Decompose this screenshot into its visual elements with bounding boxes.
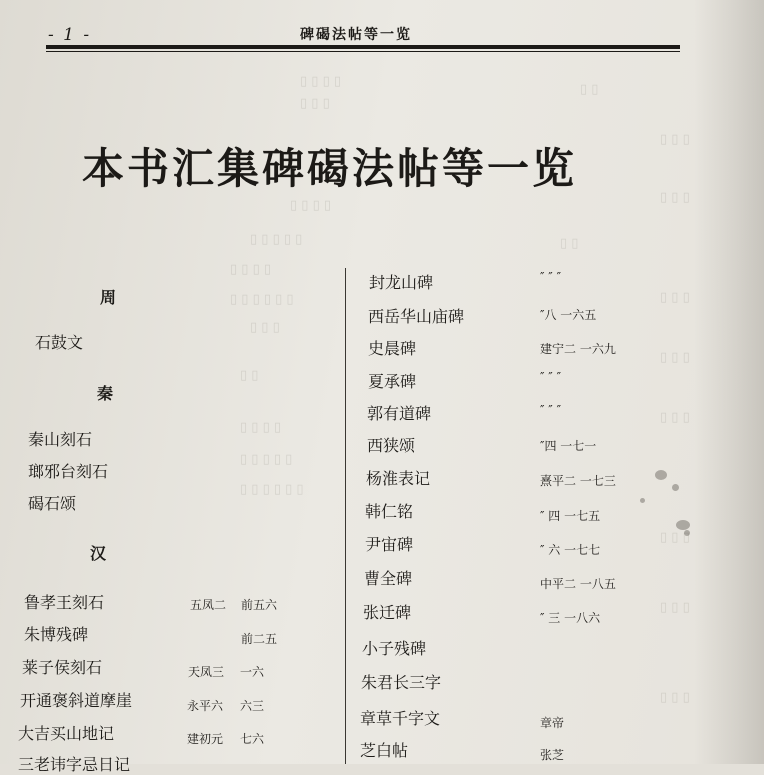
list-item-date: ″ ″ ″ (540, 403, 562, 417)
bleed-through: ▯ ▯ ▯ ▯ ▯ ▯ (240, 482, 304, 497)
list-item-date-year: 前五六 (241, 598, 278, 612)
list-item-date-year: 前二五 (241, 632, 278, 646)
bleed-through: ▯ ▯ ▯ (660, 690, 690, 705)
list-item-name: 大吉买山地记 (18, 724, 115, 743)
list-item-date: ″四 一七一 (540, 439, 597, 453)
bleed-through: ▯ ▯ ▯ (300, 96, 330, 111)
list-item-name: 朱博残碑 (24, 625, 89, 644)
list-item-name: 石鼓文 (35, 333, 84, 352)
list-item-name: 西岳华山庙碑 (368, 307, 465, 326)
list-item-date: 建宁二 一六九 (540, 342, 616, 356)
bleed-through: ▯ ▯ ▯ ▯ ▯ (250, 232, 303, 247)
list-item-name: 曹全碑 (364, 569, 413, 588)
ink-stain (684, 530, 690, 536)
bleed-through: ▯ ▯ ▯ (660, 530, 690, 545)
list-item-name: 三老讳字忌日记 (18, 755, 131, 774)
list-item-name: 郭有道碑 (367, 404, 432, 423)
list-item-name: 史晨碑 (368, 339, 417, 358)
list-item-date: 章帝 (540, 716, 565, 730)
list-item-date-year: 六三 (240, 699, 265, 713)
list-item-name: 西狭颂 (367, 436, 416, 455)
list-item-name: 瑯邪台刻石 (28, 462, 109, 481)
bleed-through: ▯ ▯ ▯ ▯ ▯ ▯ (230, 292, 294, 307)
ink-stain (640, 498, 645, 503)
bleed-through: ▯ ▯ ▯ (660, 350, 690, 365)
list-item-date-era: 建初元 (187, 732, 224, 746)
bleed-through: ▯ ▯ (560, 236, 579, 251)
book-spine-shadow (694, 0, 764, 764)
list-item-name: 朱君长三字 (361, 673, 442, 692)
list-item-name: 封龙山碑 (369, 273, 434, 292)
bleed-through: ▯ ▯ ▯ ▯ (290, 198, 332, 213)
bleed-through: ▯ ▯ ▯ (660, 600, 690, 615)
list-item-name: 莱子侯刻石 (22, 658, 103, 677)
list-item-date-era: 永平六 (187, 699, 224, 713)
bleed-through: ▯ ▯ ▯ (660, 410, 690, 425)
list-item-name: 韩仁铭 (365, 502, 414, 521)
bleed-through: ▯ ▯ (580, 82, 599, 97)
list-item-date: ″ ″ ″ (540, 370, 562, 384)
header-rule-thin (46, 51, 680, 52)
list-item-date: 熹平二 一七三 (540, 474, 616, 488)
bleed-through: ▯ ▯ (240, 368, 259, 383)
list-item-name: 尹宙碑 (365, 535, 414, 554)
bleed-through: ▯ ▯ ▯ ▯ (240, 420, 282, 435)
list-item-date: 中平二 一八五 (540, 577, 616, 591)
page-number: - 1 - (48, 25, 92, 45)
list-item-date: 张芝 (540, 748, 565, 762)
list-item-name: 秦山刻石 (28, 430, 93, 449)
ink-stain (676, 520, 690, 530)
list-item-date-year: 一六 (240, 665, 265, 679)
list-item-name: 夏承碑 (368, 372, 417, 391)
running-header-title: 碑碣法帖等一览 (300, 27, 412, 43)
section-heading: 秦 (97, 384, 114, 403)
bleed-through: ▯ ▯ ▯ (250, 320, 280, 335)
list-item-date-era: 五凤二 (190, 598, 227, 612)
page-title: 本书汇集碑碣法帖等一览 (82, 144, 578, 193)
list-item-name: 章草千字文 (360, 709, 441, 728)
list-item-name: 开通褒斜道摩崖 (20, 691, 133, 710)
header-rule-thick (46, 45, 680, 49)
bleed-through: ▯ ▯ ▯ ▯ (300, 74, 342, 89)
section-heading: 周 (100, 288, 117, 307)
list-item-name: 碣石颂 (28, 494, 77, 513)
list-item-date-era: 天凤三 (188, 665, 225, 679)
section-heading: 汉 (90, 544, 107, 563)
list-item-date: ″ 四 一七五 (540, 509, 601, 523)
bleed-through: ▯ ▯ ▯ (660, 132, 690, 147)
list-item-name: 张迁碑 (363, 603, 412, 622)
list-item-date: ″八 一六五 (540, 308, 597, 322)
list-item-name: 芝白帖 (360, 741, 409, 760)
bleed-through: ▯ ▯ ▯ ▯ (230, 262, 272, 277)
ink-stain (655, 470, 667, 480)
bleed-through: ▯ ▯ ▯ (660, 190, 690, 205)
list-item-date-year: 七六 (240, 732, 265, 746)
bleed-through: ▯ ▯ ▯ (660, 290, 690, 305)
list-item-name: 鲁孝王刻石 (24, 593, 105, 612)
list-item-date: ″ 六 一七七 (540, 543, 601, 557)
list-item-date: ″ 三 一八六 (540, 611, 601, 625)
list-item-name: 小子残碑 (362, 639, 427, 658)
ink-stain (672, 484, 679, 491)
column-divider (345, 268, 346, 764)
bleed-through: ▯ ▯ ▯ ▯ ▯ (240, 452, 293, 467)
list-item-name: 杨淮表记 (366, 469, 431, 488)
list-item-date: ″ ″ ″ (540, 270, 562, 284)
